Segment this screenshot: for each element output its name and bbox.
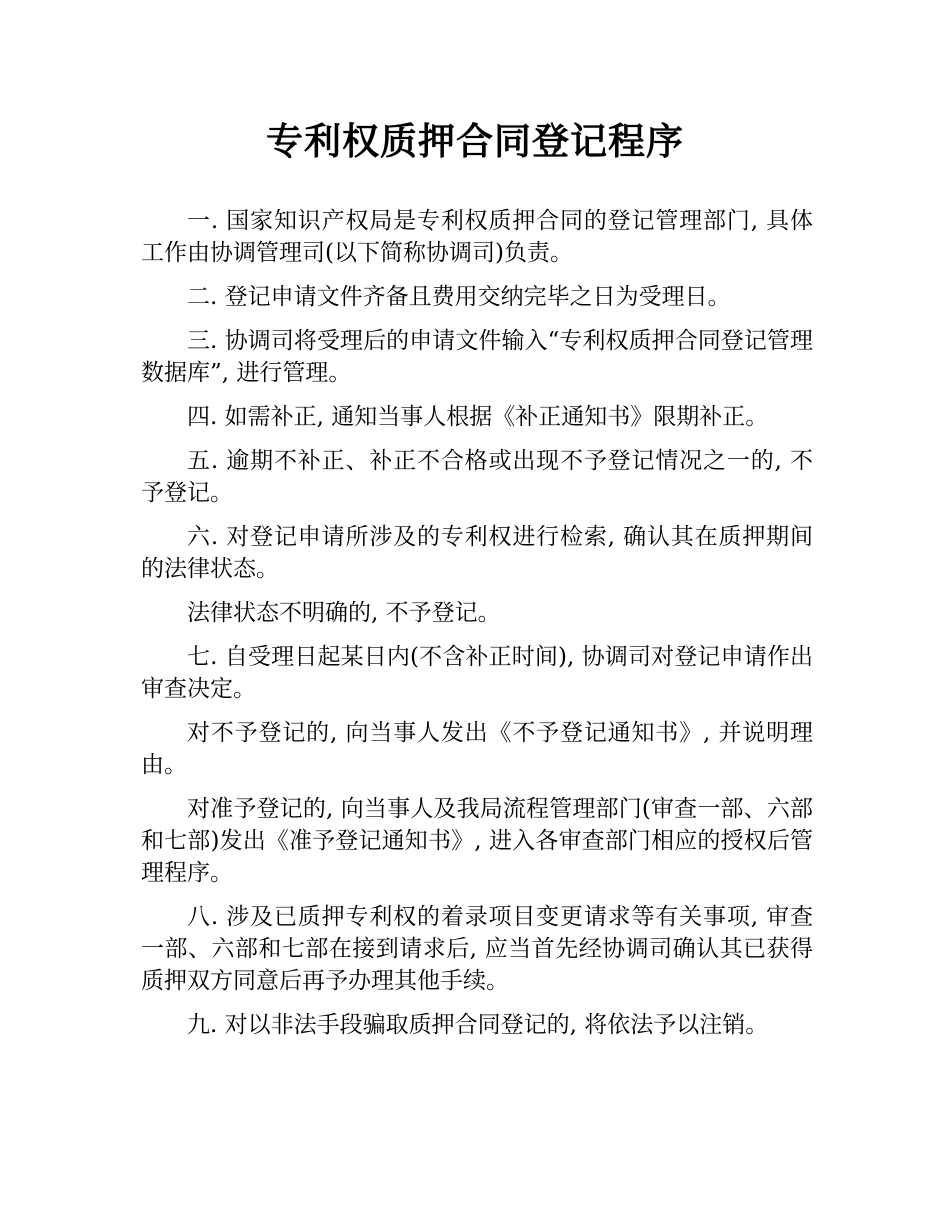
paragraph-6-note: 法律状态不明确的, 不予登记。: [187, 600, 501, 626]
paragraph-5: 五. 逾期不补正、补正不合格或出现不予登记情况之一的, 不予登记。: [141, 448, 813, 506]
paragraph-4: 四. 如需补正, 通知当事人根据《补正通知书》限期补正。: [187, 404, 769, 430]
paragraph-3: 三. 协调司将受理后的申请文件输入“专利权质押合同登记管理数据库”, 进行管理。: [141, 328, 813, 386]
paragraph-8: 八. 涉及已质押专利权的着录项目变更请求等有关事项, 审查一部、六部和七部在接到请求后, 应当首先经协调司确认其已获得质押双方同意后再予办理其他手续。: [141, 904, 813, 994]
paragraph-7-approve: 对准予登记的, 向当事人及我局流程管理部门(审查一部、六部和七部)发出《准予登记通知书》, 进入各审查部门相应的授权后管理程序。: [141, 796, 813, 886]
paragraph-1: 一. 国家知识产权局是专利权质押合同的登记管理部门, 具体工作由协调管理司(以下简称协调司)负责。: [141, 208, 813, 266]
document-body: [141, 205, 813, 1053]
document-title: 专利权质押合同登记程序: [266, 120, 684, 163]
paragraph-7-reject: 对不予登记的, 向当事人发出《不予登记通知书》, 并说明理由。: [141, 720, 813, 778]
paragraph-2: 二. 登记申请文件齐备且费用交纳完毕之日为受理日。: [187, 284, 731, 310]
paragraph-6: 六. 对登记申请所涉及的专利权进行检索, 确认其在质押期间的法律状态。: [141, 524, 813, 582]
paragraph-9: 九. 对以非法手段骗取质押合同登记的, 将依法予以注销。: [187, 1012, 769, 1038]
paragraph-7: 七. 自受理日起某日内(不含补正时间), 协调司对登记申请作出审查决定。: [141, 644, 813, 702]
